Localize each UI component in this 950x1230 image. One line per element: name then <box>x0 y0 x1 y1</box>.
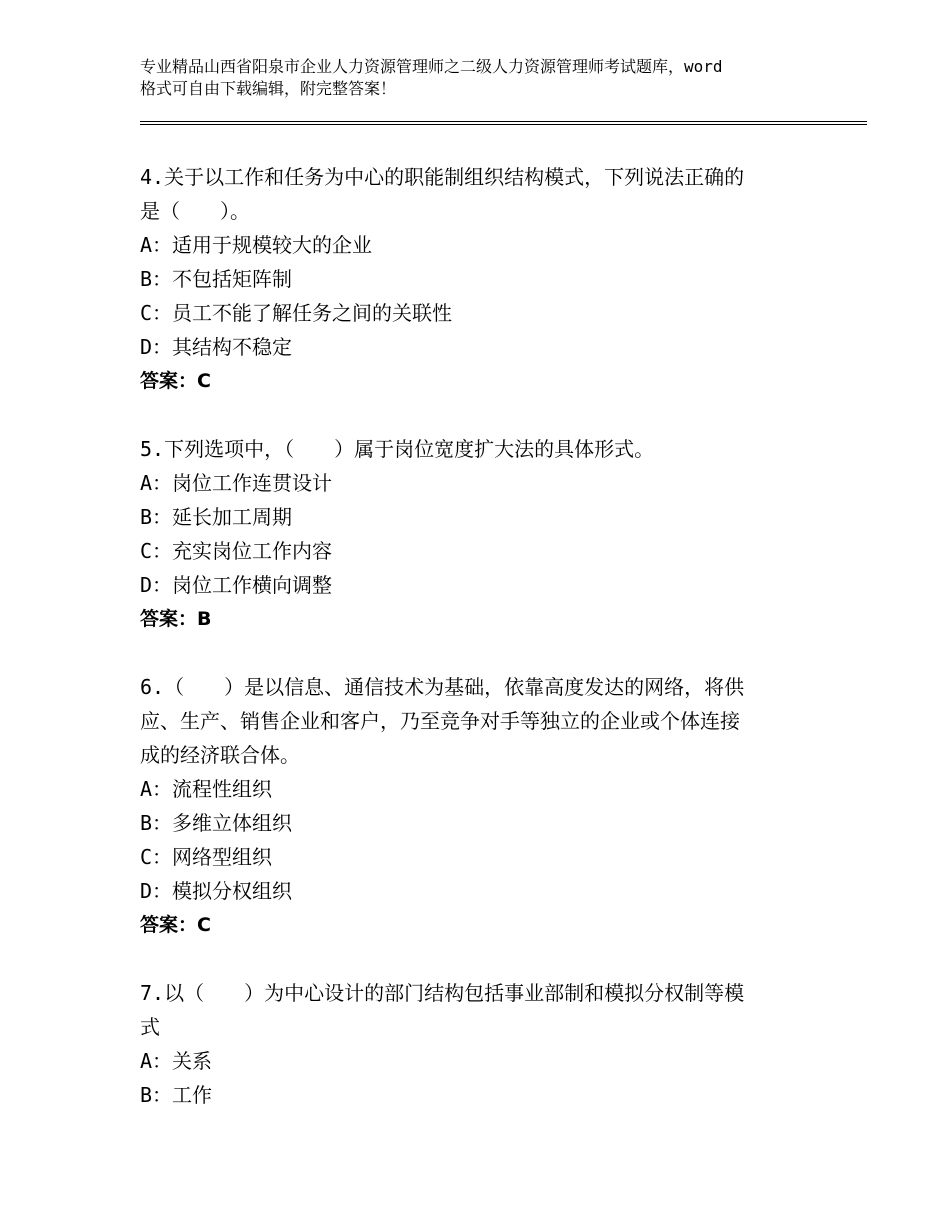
header-line-2: 格式可自由下载编辑，附完整答案！ <box>140 79 397 98</box>
option-a: A：流程性组织 <box>140 777 273 801</box>
answer: 答案：C <box>140 370 211 392</box>
header-line-1: 专业精品山西省阳泉市企业人力资源管理师之二级人力资源管理师考试题库，word <box>140 57 723 76</box>
option-a: A：适用于规模较大的企业 <box>140 233 373 257</box>
option-d: D：其结构不稳定 <box>140 335 293 359</box>
question-7 <box>140 976 820 1112</box>
question-stem <box>140 432 820 466</box>
option-c: C：网络型组织 <box>140 845 273 869</box>
question-4 <box>140 160 820 398</box>
question-stem-line: 成的经济联合体。 <box>140 743 300 767</box>
option-c: C：充实岗位工作内容 <box>140 539 333 563</box>
answer: 答案：B <box>140 608 212 630</box>
header-divider-top <box>140 121 867 122</box>
question-5 <box>140 432 820 636</box>
answer: 答案：C <box>140 914 211 936</box>
question-stem <box>140 160 820 228</box>
question-6 <box>140 670 820 942</box>
option-b: B：延长加工周期 <box>140 505 293 529</box>
question-stem-line: 7.以（ ）为中心设计的部门结构包括事业部制和模拟分权制等模 <box>140 981 745 1005</box>
question-stem-line: 6.（ ）是以信息、通信技术为基础，依靠高度发达的网络，将供 <box>140 675 745 699</box>
option-d: D：模拟分权组织 <box>140 879 293 903</box>
option-b: B：工作 <box>140 1083 213 1107</box>
header-divider-bottom <box>140 124 867 125</box>
option-c: C：员工不能了解任务之间的关联性 <box>140 301 453 325</box>
option-b: B：不包括矩阵制 <box>140 267 293 291</box>
question-stem-line: 5.下列选项中，（ ）属于岗位宽度扩大法的具体形式。 <box>140 437 655 461</box>
question-stem-line: 是（ ）。 <box>140 199 250 223</box>
question-stem <box>140 670 820 772</box>
option-a: A：关系 <box>140 1049 213 1073</box>
question-stem <box>140 976 820 1044</box>
option-a: A：岗位工作连贯设计 <box>140 471 333 495</box>
option-b: B：多维立体组织 <box>140 811 293 835</box>
question-list <box>140 160 820 1146</box>
question-stem-line: 应、生产、销售企业和客户，乃至竞争对手等独立的企业或个体连接 <box>140 709 740 733</box>
question-stem-line: 4.关于以工作和任务为中心的职能制组织结构模式，下列说法正确的 <box>140 165 745 189</box>
question-stem-line: 式 <box>140 1015 160 1039</box>
document-header <box>140 56 840 100</box>
option-d: D：岗位工作横向调整 <box>140 573 333 597</box>
